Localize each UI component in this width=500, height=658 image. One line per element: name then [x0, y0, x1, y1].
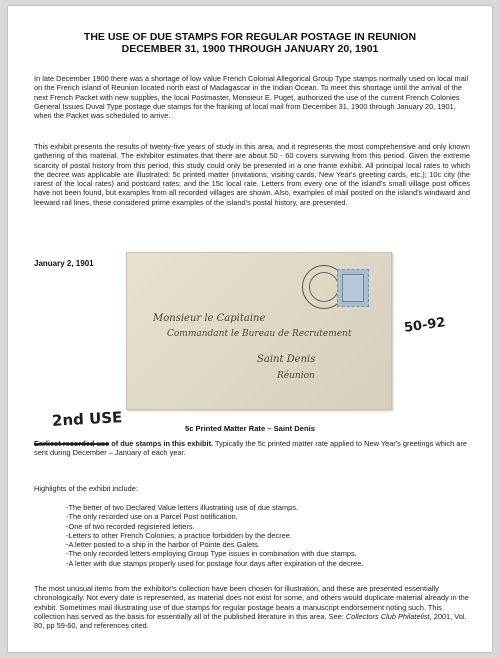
closing-paragraph: [34, 584, 470, 630]
address-line-1: Monsieur le Capitaine: [153, 313, 266, 324]
exhibit-paragraph: This exhibit presents the results of twenty-five years of study in this area, and it represents the most comprehensive and only known gathering of this material. The exhibitor estimates that there are about 50 - 60 covers surviving from this period. Given the extreme scarcity of postal history from this period, this study could only be presented in a one frame exhibit. All principal local rates to which the decree was applicable are illustrated: 5c printed matter (invitations, visiting cards, New Year's greeting cards, etc.); 10c city (the rarest of the local rates) and postcard rates; and the 15c local rate. Letters from every one of the island's small village post offices have not been found, but examples from all recorded villages are shown. Also, examples of mail posted on the island's windward and leeward rail lines, these considered prime examples of the island's postal history, are presented.: [34, 142, 470, 207]
note-rest: Typically the 5c printed matter rate applied to New Year's greetings which are sent during December – January of each year.: [34, 439, 468, 458]
stamp-frame: [342, 274, 364, 302]
handwritten-number: 50-92: [403, 315, 447, 336]
envelope-cover-image: [126, 252, 392, 410]
address-line-2: Commandant le Bureau de Recrutement: [167, 329, 352, 339]
list-item: -A letter with due stamps properly used for postage four days after expiration of the decree.: [66, 558, 364, 568]
citation-rest: , 2001, Vol. 80, pp 59-60, and references cited.: [34, 611, 467, 631]
struck-text: Earliest recorded use: [34, 439, 110, 448]
list-item: -The better of two Declared Value letters illustrating use of due stamps.: [66, 503, 298, 512]
page-title-line-2: DECEMBER 31, 1900 THROUGH JANUARY 20, 1901: [121, 43, 379, 55]
exhibit-page: [8, 6, 492, 652]
highlights-heading: Highlights of the exhibit include:: [34, 484, 138, 493]
address-line-3: Saint Denis: [257, 354, 316, 365]
list-item: -One of two recorded registered letters.: [66, 521, 195, 531]
address-line-4: Réunion: [277, 371, 315, 381]
list-item: -Letters to other French Colonies, a practice forbidden by the decree.: [66, 530, 292, 540]
closing-text: The most unusual items from the exhibitor's collection have been chosen for illustration, and these are presented essentially chronologically. Not every date is represented, as material does not exist for some, and others would duplicate material already in the exhibit. Sometimes mail illustrating use of due stamps for regular postage bears a manuscript endorsement noting such. This collection has served as the basis for essentially all of the published literature in this area. See:: [34, 584, 469, 621]
handwritten-second-use: 2nd USE: [51, 408, 123, 430]
list-item: -The only recorded use on a Parcel Post notification.: [66, 512, 238, 522]
list-item: -The only recorded letters employing Group Type issues in combination with due stamps.: [66, 549, 357, 559]
note-paragraph: [34, 439, 470, 458]
postage-due-stamp: [337, 269, 369, 307]
list-item: -A letter posted to a ship in the harbor of Pointe des Galets.: [66, 540, 260, 550]
note-bold-text: of due stamps in this exhibit.: [109, 439, 214, 448]
citation-title: Collectors Club Philatelist: [345, 611, 430, 621]
cover-caption: 5c Printed Matter Rate – Saint Denis: [185, 424, 315, 433]
cover-date: January 2, 1901: [34, 259, 94, 268]
highlights-list: [66, 503, 466, 568]
intro-paragraph: In late December 1900 there was a shortage of low value French Colonial Allegorical Group Type stamps normally used on local mail on the French island of Reunion located north east of Madagascar in the Indian Ocean. To meet this shortage until the arrival of the next French Packet with new supplies, the local Postmaster, Monsieur E. Puget, authorized the use of the current French Colonies General Issues Duval Type postage due stamps for the franking of local mail from December 31, 1900 through January 20, 1901, when the Packet was scheduled to arrive.: [34, 74, 469, 121]
page-title-line-1: THE USE OF DUE STAMPS FOR REGULAR POSTAGE IN REUNION: [83, 31, 417, 43]
